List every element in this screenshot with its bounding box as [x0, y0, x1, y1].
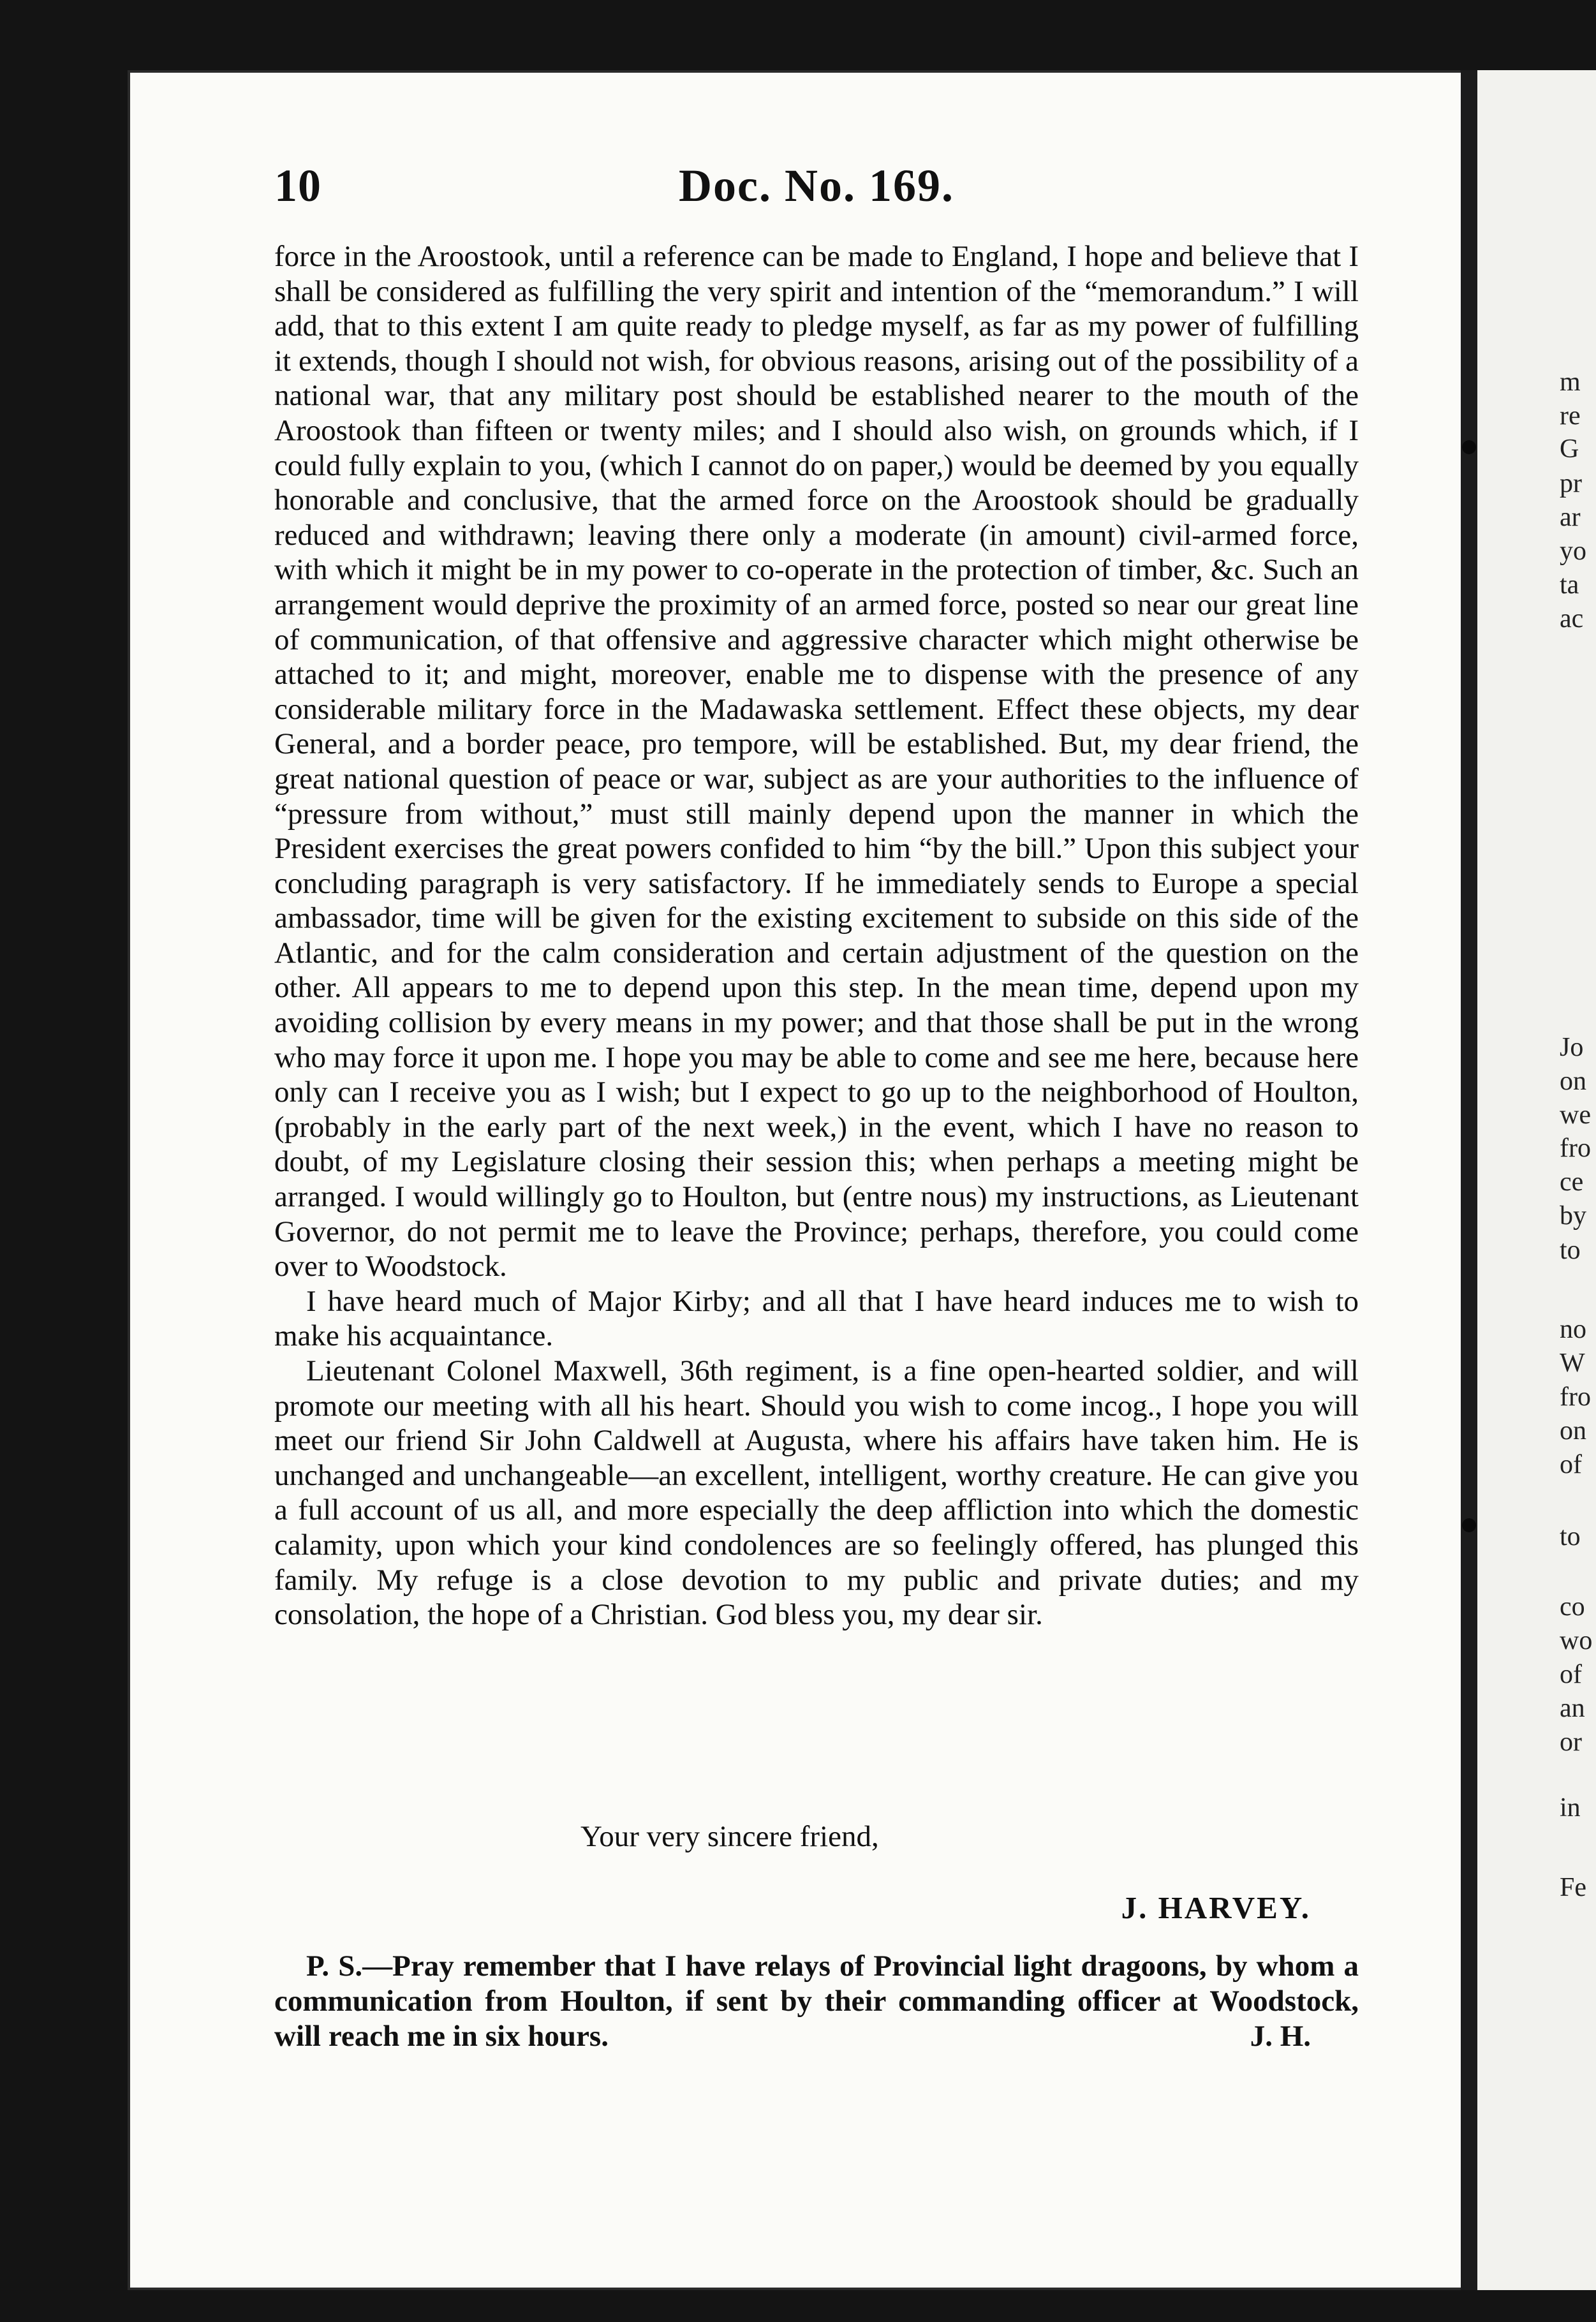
signature: J. HARVEY. — [1121, 1890, 1311, 1925]
page-header — [274, 159, 1359, 217]
paragraph-maxwell: Lieutenant Colonel Maxwell, 36th regiment, is a fine open-hearted soldier, and will promote our meeting with all his heart. Should you wish to come incog., I hope you will meet our friend Sir John Caldwell at Augusta, where his affairs have taken him. He is unchanged and unchangeable—an excellent, intelligent, worthy creature. He can give you a full account of us all, and more especially the deep affliction into which the domestic calamity, upon which your kind condolences are so feelingly offered, has plunged this family. My refuge is a close devotion to my public and private duties; and my consolation, the hope of a Christian. God bless you, my dear sir. — [274, 1354, 1359, 1632]
binding-mark — [1462, 440, 1476, 454]
margin-fragment: re — [1560, 401, 1581, 431]
margin-fragment: to — [1560, 1236, 1581, 1265]
page-number: 10 — [274, 160, 321, 211]
page-gutter — [1461, 70, 1477, 2290]
margin-fragment: we — [1560, 1100, 1591, 1130]
margin-fragment: of — [1560, 1660, 1582, 1689]
postscript-text: P. S.—Pray remember that I have relays of Provincial light dragoons, by whom a communication from Houlton, if sent by their commanding officer at Woodstock, will reach me in six hours. — [274, 1949, 1359, 2053]
letter-body — [274, 239, 1359, 1632]
margin-fragment: to — [1560, 1522, 1581, 1551]
margin-fragment: wo — [1560, 1626, 1593, 1655]
margin-fragment: or — [1560, 1727, 1582, 1757]
paragraph-major-kirby: I have heard much of Major Kirby; and all that I have heard induces me to wish to make his acquaintance. — [274, 1284, 1359, 1353]
margin-fragment: yo — [1560, 536, 1586, 566]
margin-fragment: on — [1560, 1067, 1586, 1096]
margin-fragment: an — [1560, 1694, 1585, 1723]
margin-fragment: ce — [1560, 1167, 1584, 1197]
letter-closing — [274, 1819, 1359, 1861]
margin-fragment: m — [1560, 367, 1581, 397]
margin-fragment: ac — [1560, 604, 1584, 633]
margin-fragment: on — [1560, 1416, 1586, 1446]
margin-fragment: in — [1560, 1793, 1581, 1823]
margin-fragment: W — [1560, 1349, 1585, 1378]
margin-fragment: by — [1560, 1201, 1586, 1231]
margin-fragment: no — [1560, 1315, 1586, 1344]
margin-fragment: pr — [1560, 469, 1582, 498]
margin-fragment: ta — [1560, 570, 1579, 600]
postscript — [274, 1949, 1359, 2054]
margin-fragment: Jo — [1560, 1033, 1584, 1062]
margin-fragment: fro — [1560, 1134, 1591, 1163]
postscript-initials: J. H. — [1250, 2020, 1311, 2053]
binding-mark — [1462, 1518, 1476, 1532]
margin-fragment: fro — [1560, 1382, 1591, 1412]
margin-fragment: of — [1560, 1450, 1582, 1479]
margin-fragment: co — [1560, 1592, 1585, 1622]
document-title: Doc. No. 169. — [679, 160, 954, 211]
margin-fragment: G — [1560, 434, 1579, 464]
margin-fragment: Fe — [1560, 1873, 1586, 1902]
closing-salutation: Your very sincere friend, — [580, 1820, 879, 1853]
paragraph-continuation: force in the Aroostook, until a reference can be made to England, I hope and believe that I shall be considered as fulfilling the very spirit and intention of the “memorandum.” I will add, that to this extent I am quite ready to pledge myself, as far as my power of fulfilling it extends, though I should not wish, for obvious reasons, arising out of the possibility of a national war, that any military post should be established nearer to the mouth of the Aroostook than fifteen or twenty miles; and I should also wish, on grounds which, if I could fully explain to you, (which I cannot do on paper,) would be deemed by you equally honorable and conclusive, that the armed force on the Aroostook should be gradually reduced and withdrawn; leaving there only a moderate (in amount) civil-armed force, with which it might be in my power to co-operate in the protection of timber, &c. Such an arrangement would deprive the proximity of an armed force, posted so near our great line of communication, of that offensive and aggressive character which might otherwise be attached to it; and might, moreover, enable me to dispense with the presence of any considerable military force in the Madawaska settlement. Effect these objects, my dear General, and a border peace, pro tempore, will be established. But, my dear friend, the great national question of peace or war, subject as are your authorities to the influence of “pressure from without,” must still mainly depend upon the manner in which the President exercises the great powers confided to him “by the bill.” Upon this subject your concluding paragraph is very satisfactory. If he immediately sends to Europe a special ambassador, time will be given for the existing excitement to subside on this side of the Atlantic, and for the calm consideration and certain adjustment of the question on the other. All appears to me to depend upon this step. In the mean time, depend upon my avoiding collision by every means in my power; and that those shall be put in the wrong who may force it upon me. I hope you may be able to come and see me here, because here only can I receive you as I wish; but I expect to go up to the neighborhood of Houlton, (probably in the early part of the next week,) in the event, which I have no reason to doubt, of my Legislature closing their session this; when perhaps a meeting might be arranged. I would willingly go to Houlton, but (entre nous) my instructions, as Lieutenant Governor, do not permit me to leave the Province; perhaps, therefore, you could come over to Woodstock. — [274, 240, 1359, 1283]
margin-fragment: ar — [1560, 503, 1581, 532]
